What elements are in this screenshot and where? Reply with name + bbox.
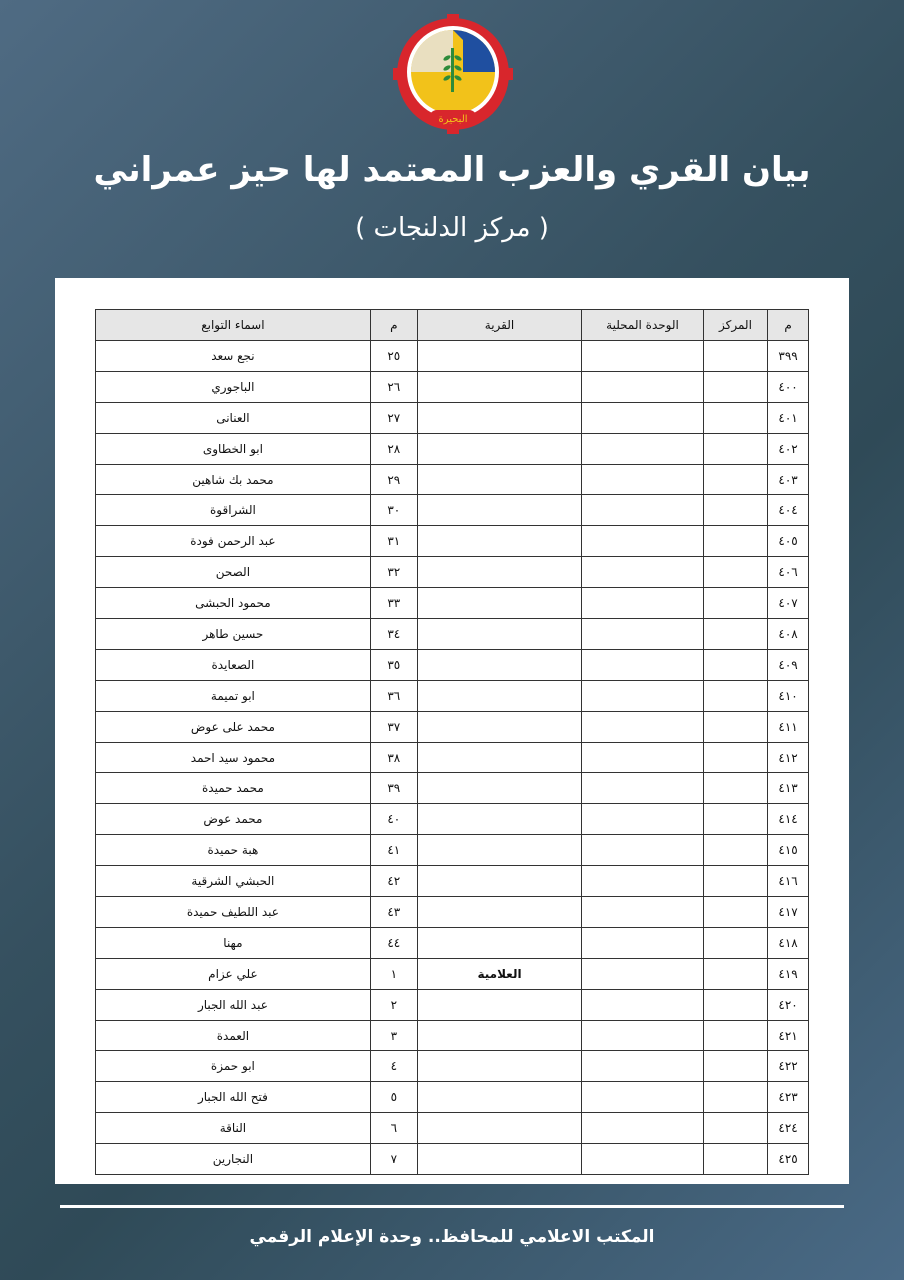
cell-center xyxy=(703,866,767,897)
cell-village xyxy=(417,1113,581,1144)
header-village: القرية xyxy=(417,310,581,341)
cell-m2: ٦ xyxy=(370,1113,417,1144)
cell-subsidiary-name: فتح الله الجبار xyxy=(96,1082,371,1113)
cell-subsidiary-name: هبة حميدة xyxy=(96,835,371,866)
cell-local-unit xyxy=(582,773,704,804)
cell-local-unit xyxy=(582,619,704,650)
cell-center xyxy=(703,1020,767,1051)
cell-m2: ٣٤ xyxy=(370,619,417,650)
cell-village xyxy=(417,804,581,835)
cell-m: ٤١٩ xyxy=(768,958,809,989)
cell-subsidiary-name: علي عزام xyxy=(96,958,371,989)
table-row xyxy=(96,341,809,372)
cell-village xyxy=(417,619,581,650)
cell-village xyxy=(417,341,581,372)
cell-subsidiary-name: نجع سعد xyxy=(96,341,371,372)
table-row xyxy=(96,835,809,866)
cell-center xyxy=(703,958,767,989)
cell-subsidiary-name: الحبشي الشرقية xyxy=(96,866,371,897)
table-row xyxy=(96,711,809,742)
villages-table xyxy=(95,309,809,1175)
cell-m: ٤١٢ xyxy=(768,742,809,773)
cell-subsidiary-name: محمد حميدة xyxy=(96,773,371,804)
cell-village xyxy=(417,402,581,433)
table-row xyxy=(96,927,809,958)
header-subsidiary-names: اسماء التوابع xyxy=(96,310,371,341)
cell-m: ٤٠٣ xyxy=(768,464,809,495)
cell-m: ٤٢٢ xyxy=(768,1051,809,1082)
cell-m2: ٤٠ xyxy=(370,804,417,835)
cell-village xyxy=(417,989,581,1020)
table-row xyxy=(96,1051,809,1082)
cell-m2: ٤ xyxy=(370,1051,417,1082)
cell-village xyxy=(417,1051,581,1082)
cell-subsidiary-name: ابو تميمة xyxy=(96,680,371,711)
cell-local-unit xyxy=(582,433,704,464)
governorate-logo xyxy=(393,14,513,134)
cell-m: ٤١٦ xyxy=(768,866,809,897)
cell-village xyxy=(417,495,581,526)
cell-village xyxy=(417,927,581,958)
cell-village xyxy=(417,433,581,464)
cell-center xyxy=(703,897,767,928)
cell-m: ٤٢٥ xyxy=(768,1144,809,1175)
table-row xyxy=(96,1113,809,1144)
cell-village xyxy=(417,588,581,619)
cell-m: ٤٠١ xyxy=(768,402,809,433)
cell-m: ٤١٥ xyxy=(768,835,809,866)
cell-center xyxy=(703,1144,767,1175)
cell-village: العلامية xyxy=(417,958,581,989)
cell-village xyxy=(417,371,581,402)
cell-village xyxy=(417,711,581,742)
table-row xyxy=(96,804,809,835)
table-row xyxy=(96,742,809,773)
cell-m2: ٣٣ xyxy=(370,588,417,619)
cell-subsidiary-name: محمود سيد احمد xyxy=(96,742,371,773)
cell-m: ٤٠٢ xyxy=(768,433,809,464)
cell-m: ٤٢٠ xyxy=(768,989,809,1020)
cell-village xyxy=(417,1144,581,1175)
cell-m: ٤٠٧ xyxy=(768,588,809,619)
cell-local-unit xyxy=(582,866,704,897)
cell-subsidiary-name: الشراقوة xyxy=(96,495,371,526)
cell-m: ٤٠٦ xyxy=(768,557,809,588)
cell-center xyxy=(703,402,767,433)
cell-subsidiary-name: العنانى xyxy=(96,402,371,433)
cell-m: ٣٩٩ xyxy=(768,341,809,372)
cell-m: ٤٢٣ xyxy=(768,1082,809,1113)
cell-village xyxy=(417,742,581,773)
table-row xyxy=(96,371,809,402)
cell-m2: ٢٨ xyxy=(370,433,417,464)
cell-m: ٤٠٠ xyxy=(768,371,809,402)
cell-subsidiary-name: حسين طاهر xyxy=(96,619,371,650)
cell-village xyxy=(417,649,581,680)
cell-local-unit xyxy=(582,680,704,711)
cell-subsidiary-name: ابو حمزة xyxy=(96,1051,371,1082)
cell-subsidiary-name: مهنا xyxy=(96,927,371,958)
cell-center xyxy=(703,989,767,1020)
cell-m2: ٣٠ xyxy=(370,495,417,526)
cell-center xyxy=(703,711,767,742)
cell-local-unit xyxy=(582,958,704,989)
cell-local-unit xyxy=(582,742,704,773)
cell-local-unit xyxy=(582,711,704,742)
cell-m2: ٥ xyxy=(370,1082,417,1113)
cell-local-unit xyxy=(582,371,704,402)
cell-village xyxy=(417,835,581,866)
cell-village xyxy=(417,557,581,588)
cell-village xyxy=(417,680,581,711)
cell-center xyxy=(703,433,767,464)
cell-local-unit xyxy=(582,1051,704,1082)
cell-m2: ٣٦ xyxy=(370,680,417,711)
cell-local-unit xyxy=(582,495,704,526)
cell-subsidiary-name: عبد الرحمن فودة xyxy=(96,526,371,557)
cell-m2: ٢٧ xyxy=(370,402,417,433)
cell-local-unit xyxy=(582,1082,704,1113)
cell-local-unit xyxy=(582,989,704,1020)
cell-subsidiary-name: الناقة xyxy=(96,1113,371,1144)
table-row xyxy=(96,557,809,588)
table-header-row xyxy=(96,310,809,341)
cell-m: ٤٠٩ xyxy=(768,649,809,680)
table-row xyxy=(96,680,809,711)
cell-center xyxy=(703,371,767,402)
cell-subsidiary-name: النجارين xyxy=(96,1144,371,1175)
cell-subsidiary-name: محمد عوض xyxy=(96,804,371,835)
document-sheet xyxy=(55,278,849,1184)
cell-center xyxy=(703,1082,767,1113)
cell-local-unit xyxy=(582,804,704,835)
cell-village xyxy=(417,526,581,557)
table-row xyxy=(96,1144,809,1175)
cell-m2: ٢٦ xyxy=(370,371,417,402)
cell-center xyxy=(703,1051,767,1082)
table-row xyxy=(96,649,809,680)
cell-center xyxy=(703,742,767,773)
cell-local-unit xyxy=(582,649,704,680)
cell-subsidiary-name: الباجوري xyxy=(96,371,371,402)
cell-m2: ٣٧ xyxy=(370,711,417,742)
table-body xyxy=(96,341,809,1175)
table-row xyxy=(96,1020,809,1051)
cell-center xyxy=(703,619,767,650)
table-row xyxy=(96,773,809,804)
cell-m: ٤١١ xyxy=(768,711,809,742)
cell-m2: ٣٥ xyxy=(370,649,417,680)
cell-local-unit xyxy=(582,402,704,433)
cell-m: ٤١٠ xyxy=(768,680,809,711)
table-row xyxy=(96,495,809,526)
cell-subsidiary-name: العمدة xyxy=(96,1020,371,1051)
cell-subsidiary-name: الصعايدة xyxy=(96,649,371,680)
table-row xyxy=(96,866,809,897)
cell-subsidiary-name: محمود الحبشى xyxy=(96,588,371,619)
table-row xyxy=(96,958,809,989)
table-row xyxy=(96,989,809,1020)
cell-m: ٤١٧ xyxy=(768,897,809,928)
cell-center xyxy=(703,773,767,804)
cell-village xyxy=(417,1020,581,1051)
cell-m: ٤٢٤ xyxy=(768,1113,809,1144)
cell-m2: ١ xyxy=(370,958,417,989)
cell-m: ٤١٤ xyxy=(768,804,809,835)
table-row xyxy=(96,402,809,433)
cell-m2: ٤٤ xyxy=(370,927,417,958)
cell-m2: ٧ xyxy=(370,1144,417,1175)
cell-local-unit xyxy=(582,557,704,588)
cell-local-unit xyxy=(582,927,704,958)
cell-local-unit xyxy=(582,835,704,866)
cell-subsidiary-name: الصحن xyxy=(96,557,371,588)
cell-local-unit xyxy=(582,897,704,928)
cell-m2: ٤٢ xyxy=(370,866,417,897)
cell-center xyxy=(703,804,767,835)
cell-m2: ٣٨ xyxy=(370,742,417,773)
cell-local-unit xyxy=(582,1144,704,1175)
cell-subsidiary-name: عبد اللطيف حميدة xyxy=(96,897,371,928)
cell-m2: ٢٥ xyxy=(370,341,417,372)
cell-local-unit xyxy=(582,1113,704,1144)
footer-credit: المكتب الاعلامي للمحافظ.. وحدة الإعلام الرقمي xyxy=(249,1227,655,1247)
header-center: المركز xyxy=(703,310,767,341)
page-title: بيان القري والعزب المعتمد لها حيز عمراني xyxy=(93,150,811,190)
cell-center xyxy=(703,680,767,711)
header-m: م xyxy=(768,310,809,341)
cell-village xyxy=(417,866,581,897)
logo-caption: البحيرة xyxy=(438,114,468,125)
cell-center xyxy=(703,557,767,588)
table-row xyxy=(96,1082,809,1113)
cell-m: ٤٠٨ xyxy=(768,619,809,650)
cell-m2: ٤١ xyxy=(370,835,417,866)
header-local-unit: الوحدة المحلية xyxy=(582,310,704,341)
cell-subsidiary-name: عبد الله الجبار xyxy=(96,989,371,1020)
cell-subsidiary-name: محمد بك شاهين xyxy=(96,464,371,495)
cell-local-unit xyxy=(582,341,704,372)
cell-m: ٤٠٥ xyxy=(768,526,809,557)
cell-local-unit xyxy=(582,1020,704,1051)
cell-village xyxy=(417,1082,581,1113)
cell-m: ٤١٣ xyxy=(768,773,809,804)
cell-local-unit xyxy=(582,526,704,557)
cell-center xyxy=(703,649,767,680)
cell-center xyxy=(703,835,767,866)
header-m2: م xyxy=(370,310,417,341)
cell-center xyxy=(703,464,767,495)
table-row xyxy=(96,897,809,928)
cell-local-unit xyxy=(582,464,704,495)
table-row xyxy=(96,619,809,650)
cell-village xyxy=(417,773,581,804)
cell-m2: ٣١ xyxy=(370,526,417,557)
footer-divider xyxy=(60,1205,844,1208)
cell-subsidiary-name: محمد على عوض xyxy=(96,711,371,742)
cell-m: ٤٠٤ xyxy=(768,495,809,526)
cell-center xyxy=(703,526,767,557)
page-subtitle: ( مركز الدلنجات ) xyxy=(355,213,549,243)
cell-m2: ٣ xyxy=(370,1020,417,1051)
cell-m2: ٤٣ xyxy=(370,897,417,928)
cell-local-unit xyxy=(582,588,704,619)
table-row xyxy=(96,433,809,464)
table-row xyxy=(96,588,809,619)
cell-subsidiary-name: ابو الخطاوى xyxy=(96,433,371,464)
cell-m: ٤١٨ xyxy=(768,927,809,958)
cell-center xyxy=(703,1113,767,1144)
cell-center xyxy=(703,495,767,526)
cell-m2: ٣٢ xyxy=(370,557,417,588)
cell-m2: ٢٩ xyxy=(370,464,417,495)
cell-village xyxy=(417,897,581,928)
cell-m: ٤٢١ xyxy=(768,1020,809,1051)
cell-village xyxy=(417,464,581,495)
cell-m2: ٢ xyxy=(370,989,417,1020)
table-row xyxy=(96,526,809,557)
cell-m2: ٣٩ xyxy=(370,773,417,804)
cell-center xyxy=(703,588,767,619)
cell-center xyxy=(703,341,767,372)
cell-center xyxy=(703,927,767,958)
table-row xyxy=(96,464,809,495)
